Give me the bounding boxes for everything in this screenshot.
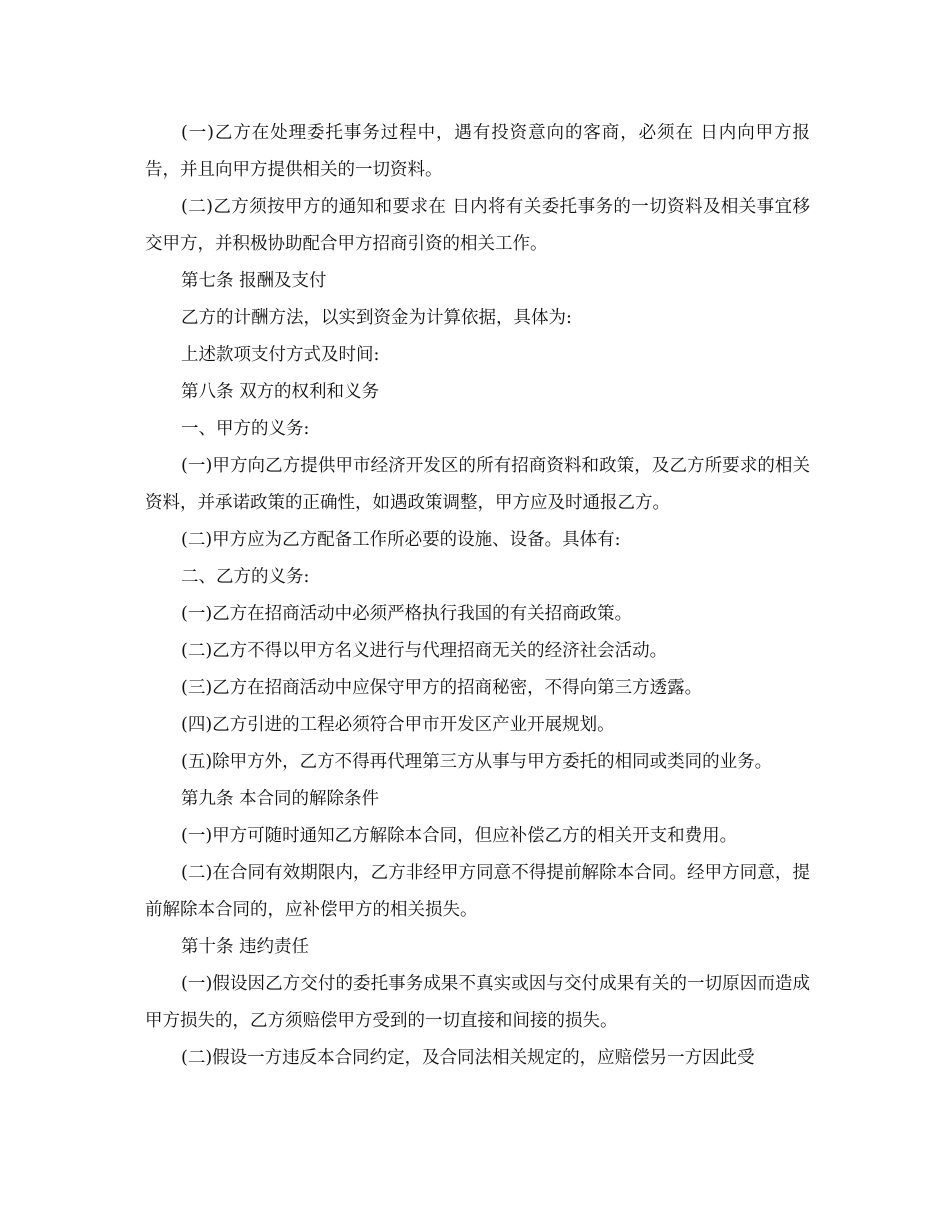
paragraph: (三)乙方在招商活动中应保守甲方的招商秘密，不得向第三方透露。: [181, 678, 703, 698]
paragraph: (二)在合同有效期限内，乙方非经甲方同意不得提前解除本合同。经甲方同意，提前解除本合同的，应补偿甲方的相关损失。: [145, 863, 810, 920]
paragraph: (四)乙方引进的工程必须符合甲市开发区产业开展规划。: [181, 715, 615, 735]
paragraph: 上述款项支付方式及时间:: [181, 345, 380, 365]
paragraph: (一)乙方在处理委托事务过程中，遇有投资意向的客商，必须在 日内向甲方报告，并且向甲方提供相关的一切资料。: [145, 123, 810, 180]
subsection-heading: 二、乙方的义务:: [181, 567, 310, 587]
paragraph: (二)乙方须按甲方的通知和要求在 日内将有关委托事务的一切资料及相关事宜移交甲方，并积极协助配合甲方招商引资的相关工作。: [145, 197, 810, 254]
paragraph: (一)甲方可随时通知乙方解除本合同，但应补偿乙方的相关开支和费用。: [181, 826, 738, 846]
paragraph: (一)乙方在招商活动中必须严格执行我国的有关招商政策。: [181, 604, 633, 624]
paragraph: (五)除甲方外，乙方不得再代理第三方从事与甲方委托的相同或类同的业务。: [181, 752, 773, 772]
document-body: [145, 115, 810, 1077]
paragraph: 乙方的计酬方法，以实到资金为计算依据，具体为:: [181, 308, 572, 328]
section-heading: 第九条 本合同的解除条件: [181, 789, 380, 809]
paragraph: (二)假设一方违反本合同约定，及合同法相关规定的，应赔偿另一方因此受: [181, 1048, 755, 1068]
paragraph: (二)乙方不得以甲方名义进行与代理招商无关的经济社会活动。: [181, 641, 668, 661]
section-heading: 第十条 违约责任: [181, 937, 310, 957]
subsection-heading: 一、甲方的义务:: [181, 419, 310, 439]
section-heading: 第七条 报酬及支付: [181, 271, 327, 291]
paragraph: (一)甲方向乙方提供甲市经济开发区的所有招商资料和政策，及乙方所要求的相关资料，并承诺政策的正确性，如遇政策调整，甲方应及时通报乙方。: [145, 456, 810, 513]
section-heading: 第八条 双方的权利和义务: [181, 382, 380, 402]
paragraph: (二)甲方应为乙方配备工作所必要的设施、设备。具体有:: [181, 530, 621, 550]
paragraph: (一)假设因乙方交付的委托事务成果不真实或因与交付成果有关的一切原因而造成甲方损失的，乙方须赔偿甲方受到的一切直接和间接的损失。: [145, 974, 810, 1031]
